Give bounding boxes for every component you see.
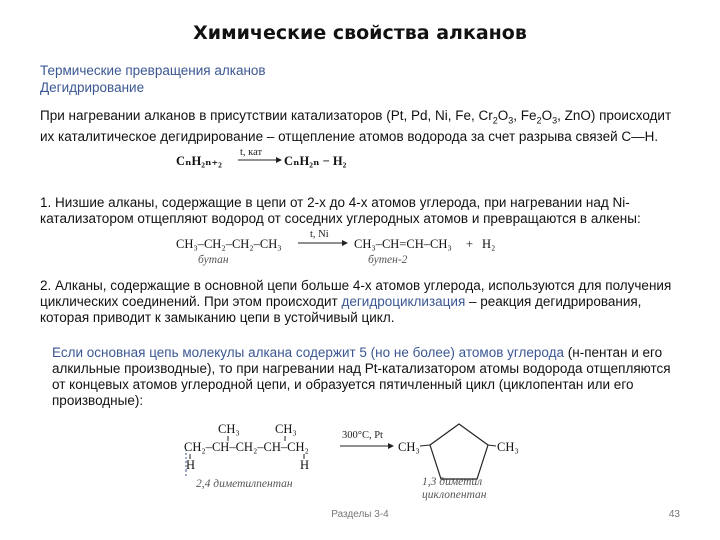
slide-title: Химические свойства алканов (193, 22, 527, 44)
ring-methyl-right: CH₃ (497, 440, 519, 454)
butene-formula: CH₃–CH=CH–CH₃ (354, 237, 452, 251)
page-number: 43 (668, 509, 680, 520)
butene-name: бутен-2 (368, 254, 408, 266)
eq1-plus: + (466, 237, 474, 251)
point-2: 2. Алканы, содержащие в основной цепи больше 4-х атомов углерода, используются для получения циклических соединений. При этом происходит дегидроциклизация – реакция дегидрирования, которая приводит к замыканию цепи в устойчивый цикл. (40, 278, 672, 325)
methyl-top-left: CH₃ (218, 422, 240, 436)
pentane-chain: CH₂–CH–CH₂–CH–CH₂ (184, 440, 309, 454)
ring-methyl-left: CH₃ (398, 440, 420, 454)
hydrogen-left: H (186, 458, 196, 472)
eq2-condition: 300°C, Pt (342, 430, 383, 441)
subtitle-thermal: Термические превращения алканов (40, 63, 266, 78)
general-eq-condition: t, кат (240, 147, 263, 158)
eq1-condition: t, Ni (310, 229, 329, 240)
hydrogen-right: H (300, 458, 310, 472)
point-1: 1. Низшие алканы, содержащие в цепи от 2-х до 4-х атомов углерода, при нагревании над Ni-катализатором отщепляют водород от соседних углеродных атомов и превращаются в алкены: (40, 195, 641, 226)
butane-name: бутан (198, 254, 229, 266)
dimethylcyclopentane-name-2: циклопентан (422, 489, 487, 501)
methyl-top-right: CH₃ (275, 422, 297, 436)
dimethylpentane-name: 2,4 диметилпентан (196, 478, 293, 490)
general-eq-right: CₙH₂ₙ − H₂ (284, 154, 347, 168)
intro-paragraph: При нагревании алканов в присутствии катализаторов (Pt, Pd, Ni, Fe, $Cr_2O_3$, $Fe_2O_3$, ZnO) происходит их каталитическое дегидрирование – отщепление атомов водорода за счет разрыва связей С—Н. (40, 108, 672, 144)
general-eq-left: CₙH₂ₙ₊₂ (176, 154, 222, 168)
eq1-hydrogen: H₂ (482, 237, 496, 251)
footer-section: Разделы 3-4 (331, 509, 389, 520)
subtitle-dehydrogenation: Дегидрирование (40, 80, 145, 95)
butane-formula: CH₃–CH₂–CH₂–CH₃ (176, 237, 282, 251)
point-3: Если основная цепь молекулы алкана содержит 5 (но не более) атомов углерода (н-пентан и его алкильные производные), то при нагревании над Pt-катализатором атомы водорода отщепляются от концевых атомов углеродной цепи, и образуется пятичленный цикл (циклопентан или его производные): (52, 345, 671, 408)
dimethylcyclopentane-name-1: 1,3 диметил (422, 476, 483, 488)
